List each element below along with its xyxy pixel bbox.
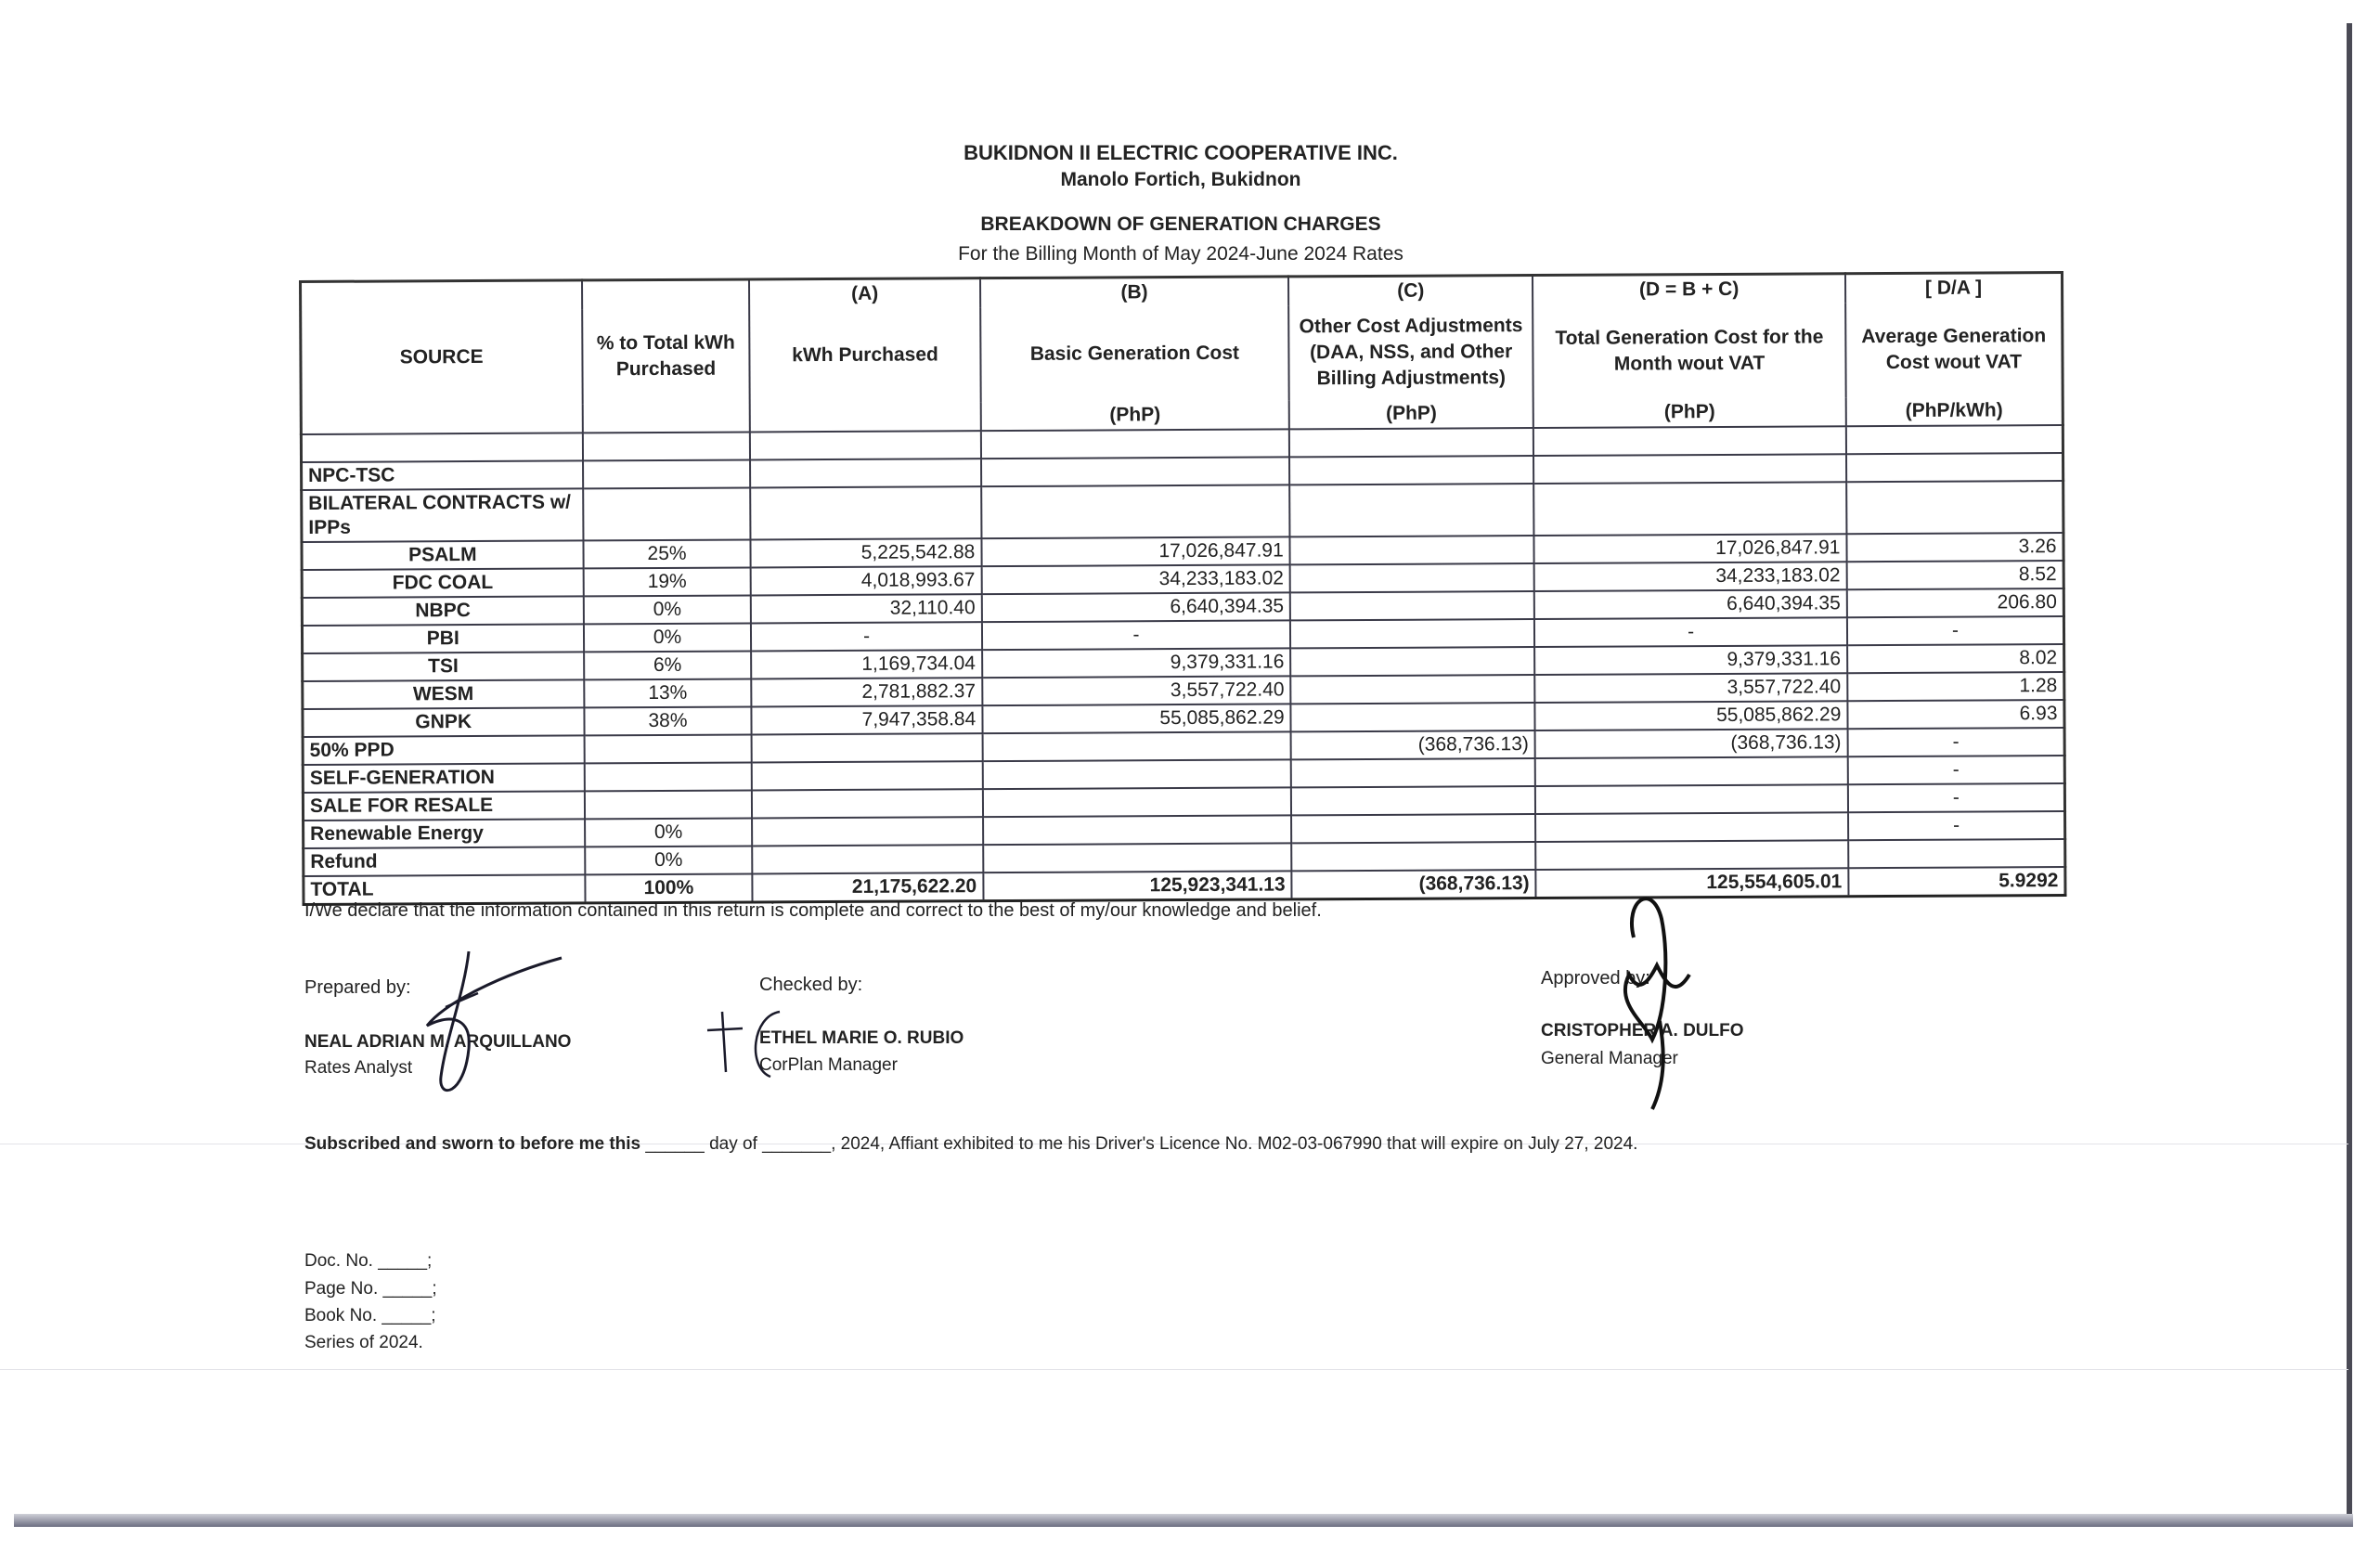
row-total: - (1534, 617, 1847, 647)
row-source: WESM (303, 679, 584, 709)
sworn-lead: Subscribed and sworn to before me this (304, 1134, 641, 1154)
row-basic: 55,085,862.29 (982, 704, 1291, 733)
row-pct: 6% (584, 651, 752, 679)
row-pct (584, 762, 752, 791)
declaration-text: I/We declare that the information contained in this return is complete and correct to the best of my/our knowledge and belief. (304, 900, 1322, 921)
row-total (1535, 756, 1848, 786)
row-kwh (750, 459, 980, 487)
row-source: PBI (302, 624, 583, 653)
total-basic: 125,923,341.13 (983, 871, 1292, 900)
row-avg: 8.52 (1847, 561, 2064, 589)
row-basic: - (982, 620, 1291, 650)
col-basic-header: Basic Generation Cost (980, 305, 1289, 402)
col-kwh-unit (750, 402, 980, 432)
col-other-unit: (PhP) (1289, 399, 1533, 429)
row-source: 50% PPD (303, 735, 584, 765)
total-source: TOTAL (304, 874, 585, 904)
row-kwh: 4,018,993.67 (751, 566, 981, 595)
row-basic (981, 485, 1290, 538)
row-other (1290, 536, 1534, 564)
row-pct (583, 487, 751, 540)
checked-by-name: ETHEL MARIE O. RUBIO (759, 1028, 964, 1048)
row-avg (1848, 839, 2065, 868)
row-other (1291, 758, 1535, 787)
approved-by-title: General Manager (1541, 1049, 1678, 1068)
col-avg-unit: (PhP/kWh) (1846, 396, 2063, 426)
row-avg: - (1848, 783, 2065, 812)
row-kwh (751, 486, 982, 539)
row-avg: - (1848, 811, 2065, 840)
row-total (1533, 482, 1846, 536)
row-kwh: 32,110.40 (751, 594, 981, 623)
row-avg: 1.28 (1847, 672, 2064, 701)
row-pct: 25% (583, 539, 751, 568)
checked-by-title: CorPlan Manager (759, 1055, 898, 1075)
col-kwh-code: (A) (749, 278, 979, 309)
table-row (302, 481, 2063, 542)
row-avg: 8.02 (1847, 644, 2064, 673)
row-total (1535, 840, 1848, 870)
row-other (1289, 484, 1533, 536)
row-basic (983, 815, 1292, 845)
scan-artifact-line (0, 1369, 2348, 1370)
row-pct: 0% (583, 595, 751, 624)
row-other (1291, 814, 1535, 843)
approved-by-label: Approved by: (1541, 968, 1650, 989)
row-avg (1846, 481, 2063, 534)
approved-by-name: CRISTOPHER A. DULFO (1541, 1021, 1744, 1040)
total-total: 125,554,605.01 (1536, 868, 1849, 898)
row-avg: - (1847, 616, 2064, 645)
row-total: 55,085,862.29 (1535, 701, 1848, 730)
row-total (1535, 784, 1848, 814)
row-other: (368,736.13) (1291, 730, 1535, 759)
col-basic-unit: (PhP) (980, 400, 1289, 431)
checked-by-label: Checked by: (759, 975, 863, 995)
notary-series: Series of 2024. (304, 1333, 423, 1352)
row-basic: 9,379,331.16 (982, 648, 1291, 678)
row-kwh (752, 789, 982, 818)
row-kwh: - (751, 622, 981, 651)
scan-edge-bottom (14, 1514, 2353, 1527)
row-basic: 3,557,722.40 (982, 676, 1291, 705)
col-avg-code: [ D/A ] (1845, 273, 2063, 304)
row-kwh (752, 761, 982, 790)
prepared-by-name: NEAL ADRIAN M. ARQUILLANO (304, 1032, 572, 1052)
row-total: 6,640,394.35 (1534, 589, 1847, 619)
row-source: PSALM (302, 540, 583, 570)
row-kwh (752, 817, 982, 846)
prepared-by-title: Rates Analyst (304, 1058, 413, 1078)
prepared-by-signature (390, 937, 576, 1105)
total-kwh: 21,175,622.20 (753, 872, 983, 902)
row-pct: 13% (584, 679, 752, 707)
col-kwh-header: kWh Purchased (750, 307, 981, 403)
row-other (1290, 619, 1534, 648)
row-source: Renewable Energy (304, 819, 585, 848)
row-pct: 19% (583, 567, 751, 596)
col-source-header: SOURCE (301, 280, 583, 434)
col-avg-header: Average Generation Cost wout VAT (1845, 302, 2063, 397)
row-total: 9,379,331.16 (1534, 645, 1847, 675)
row-other (1289, 456, 1533, 485)
row-avg: 6.93 (1847, 700, 2064, 729)
row-avg (1846, 453, 2063, 482)
prepared-by-label: Prepared by: (304, 977, 411, 998)
row-kwh: 7,947,358.84 (752, 705, 982, 734)
col-total-header: Total Generation Cost for the Month wout VAT (1533, 303, 1845, 399)
row-other (1291, 786, 1535, 815)
row-source: NBPC (302, 596, 583, 626)
sworn-rest: , 2024, Affiant exhibited to me his Driver's Licence No. M02-03-067990 that will expire on July 27, 2024. (831, 1134, 1638, 1154)
row-source: FDC COAL (302, 568, 583, 598)
generation-charges-table (299, 271, 2067, 906)
row-basic: 6,640,394.35 (982, 592, 1291, 622)
col-total-unit: (PhP) (1533, 397, 1846, 428)
row-basic (982, 731, 1291, 761)
row-total: 34,233,183.02 (1534, 562, 1847, 591)
notary-page-no: Page No. _____; (304, 1279, 437, 1299)
row-kwh: 1,169,734.04 (752, 650, 982, 679)
row-source: GNPK (303, 707, 584, 737)
row-other (1290, 647, 1534, 676)
row-source: SELF-GENERATION (303, 763, 584, 793)
organization-location: Manolo Fortich, Bukidnon (1060, 169, 1301, 190)
col-other-code: (C) (1288, 276, 1533, 306)
row-basic: 17,026,847.91 (981, 536, 1290, 566)
row-avg: - (1847, 728, 2064, 756)
row-pct (583, 459, 751, 488)
row-avg: 206.80 (1847, 588, 2064, 617)
row-total: (368,736.13) (1535, 729, 1848, 758)
row-source: BILATERAL CONTRACTS w/ IPPs (302, 488, 583, 542)
row-pct: 0% (583, 623, 751, 652)
row-pct (584, 790, 752, 819)
row-basic: 34,233,183.02 (981, 564, 1290, 594)
row-other (1290, 675, 1534, 704)
total-other: (368,736.13) (1292, 870, 1536, 899)
total-pct: 100% (585, 873, 753, 902)
notary-doc-no: Doc. No. _____; (304, 1251, 433, 1271)
sworn-day-of: day of (709, 1134, 757, 1154)
row-other (1291, 703, 1535, 731)
checked-by-signature (696, 1002, 798, 1086)
row-kwh: 5,225,542.88 (751, 538, 981, 567)
row-avg: - (1848, 756, 2065, 784)
row-avg: 3.26 (1846, 533, 2063, 562)
document-title: BREAKDOWN OF GENERATION CHARGES (980, 213, 1381, 235)
row-pct (584, 734, 752, 763)
row-kwh: 2,781,882.37 (752, 678, 982, 706)
row-other (1290, 563, 1534, 592)
row-source: TSI (303, 652, 584, 681)
row-source: Refund (304, 847, 585, 876)
row-basic (983, 787, 1292, 817)
row-total (1533, 454, 1846, 484)
row-pct: 0% (585, 846, 753, 874)
row-other (1291, 842, 1535, 871)
notary-book-no: Book No. _____; (304, 1306, 436, 1325)
col-total-code: (D = B + C) (1533, 274, 1845, 304)
row-total: 3,557,722.40 (1534, 673, 1847, 703)
row-other (1290, 591, 1534, 620)
row-total: 17,026,847.91 (1534, 534, 1847, 563)
organization-name: BUKIDNON II ELECTRIC COOPERATIVE INC. (964, 141, 1398, 164)
row-basic (982, 759, 1291, 789)
sworn-statement (304, 1134, 1637, 1155)
row-source: NPC-TSC (302, 460, 583, 490)
document-subtitle: For the Billing Month of May 2024-June 2024 Rates (958, 243, 1403, 265)
col-pct-header: % to Total kWh Purchased (582, 279, 751, 433)
row-kwh (753, 845, 983, 873)
row-pct: 0% (585, 818, 753, 847)
approved-by-signature (1578, 882, 1717, 1123)
col-other-header: Other Cost Adjustments (DAA, NSS, and Other Billing Adjustments) (1288, 304, 1533, 400)
row-source: SALE FOR RESALE (303, 791, 584, 821)
total-avg: 5.9292 (1848, 867, 2065, 897)
row-basic (983, 843, 1292, 872)
row-kwh (752, 733, 982, 762)
row-basic (981, 457, 1290, 486)
row-total (1535, 812, 1848, 842)
sworn-blank-day: ______ (645, 1134, 705, 1154)
sworn-blank-month: _______ (762, 1134, 832, 1154)
row-pct: 38% (584, 706, 752, 735)
col-basic-code: (B) (980, 277, 1289, 307)
